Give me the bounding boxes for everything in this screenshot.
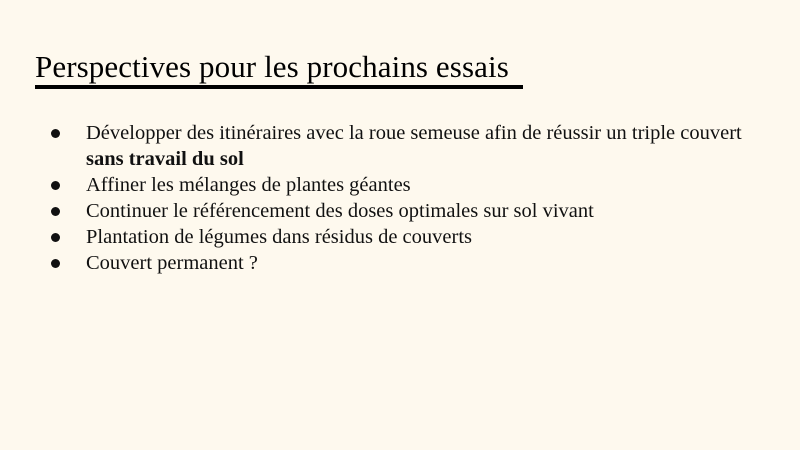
bullet-item [46, 120, 766, 172]
bullet-dot-icon [51, 181, 60, 190]
bullet-item [46, 224, 766, 250]
bullet-text: Couvert permanent ? [86, 252, 258, 274]
bullet-item [46, 250, 766, 276]
bullet-item [46, 198, 766, 224]
bullet-dot-icon [51, 259, 60, 268]
bullet-text: Développer des itinéraires avec la roue semeuse afin de réussir un triple couvert [86, 122, 742, 144]
bullet-text: Continuer le référencement des doses optimales sur sol vivant [86, 200, 594, 222]
bullet-dot-icon [51, 207, 60, 216]
bullet-list [46, 120, 766, 276]
bullet-text: Affiner les mélanges de plantes géantes [86, 174, 411, 196]
bullet-item [46, 172, 766, 198]
slide-title: Perspectives pour les prochains essais [35, 49, 509, 84]
bullet-dot-icon [51, 233, 60, 242]
bullet-text: Plantation de légumes dans résidus de couverts [86, 226, 472, 248]
title-underline [35, 85, 523, 89]
bullet-dot-icon [51, 129, 60, 138]
bullet-bold-text: sans travail du sol [86, 148, 244, 170]
